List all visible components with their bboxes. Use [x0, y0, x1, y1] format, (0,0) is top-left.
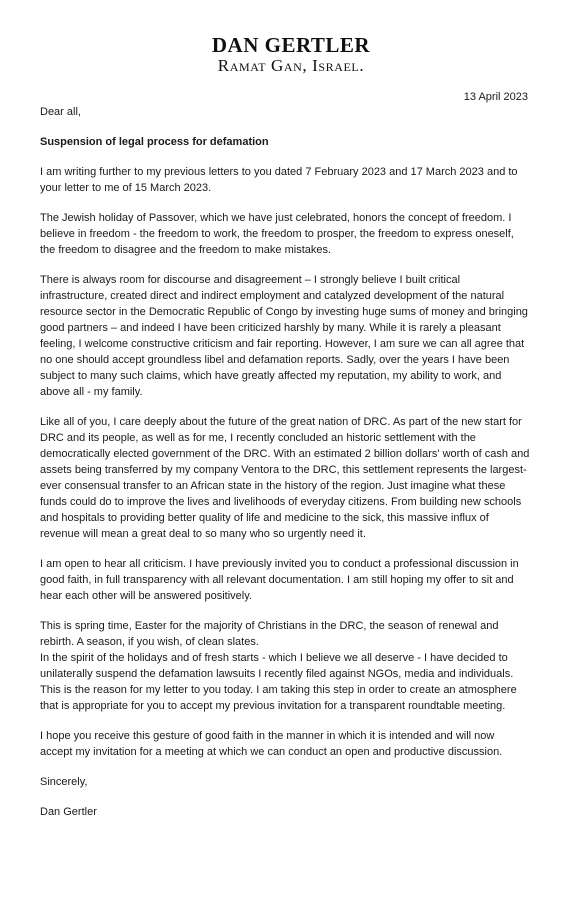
- letter-date: 13 April 2023: [463, 91, 528, 103]
- text-line: and hospitals to providing better quality of life and medicine to the sick, this massive influx of: [40, 512, 489, 524]
- text-line: accept my invitation for a meeting at which we can conduct an open and productive discussion.: [40, 746, 503, 758]
- text-line: believe in freedom - the freedom to work, the freedom to prosper, the freedom to express oneself,: [40, 228, 514, 240]
- text-line: There is always room for discourse and disagreement – I strongly believe I built critical: [40, 274, 461, 286]
- text-line: feeling, I welcome constructive criticism and fair reporting. However, I am sure we can all agree that: [40, 338, 525, 350]
- text-line: I hope you receive this gesture of good faith in the manner in which it is intended and will now: [40, 730, 495, 742]
- text-line: no one should accept groundless libel and defamation reports. Sadly, over the years I have been: [40, 354, 510, 366]
- text-line: resource sector in the Democratic Republic of Congo by investing huge sums of money and bringing: [40, 306, 528, 318]
- text-line: DRC and its people, as well as for me, I recently concluded an historic settlement with the: [40, 432, 476, 444]
- text-line: the freedom to disagree and the freedom to make mistakes.: [40, 244, 332, 256]
- paragraph: [40, 272, 540, 400]
- closing: Sincerely,: [40, 776, 88, 788]
- paragraph: [40, 164, 540, 196]
- text-line: ever consensual transfer to an African state in the history of the region. Just imagine what these: [40, 480, 506, 492]
- paragraph: [40, 210, 540, 258]
- letter-body: [40, 104, 540, 820]
- text-line: I am writing further to my previous letters to you dated 7 February 2023 and 17 March 2023 and to: [40, 166, 518, 178]
- salutation: Dear all,: [40, 106, 81, 118]
- paragraph: [40, 618, 540, 650]
- text-line: your letter to me of 15 March 2023.: [40, 182, 212, 194]
- text-line: In the spirit of the holidays and of fresh starts - which I believe we all deserve - I have decided to: [40, 652, 508, 664]
- letterhead-place: Ramat Gan, Israel.: [217, 56, 365, 75]
- letterhead-name: DAN GERTLER: [211, 33, 371, 57]
- text-line: The Jewish holiday of Passover, which we have just celebrated, honors the concept of freedom. I: [40, 212, 512, 224]
- text-line: Like all of you, I care deeply about the future of the great nation of DRC. As part of the new start for: [40, 416, 522, 428]
- paragraph: [40, 728, 540, 760]
- text-line: good faith, in full transparency with all relevant documentation. I am still hoping my offer to sit and: [40, 574, 514, 586]
- paragraph: [40, 650, 540, 714]
- text-line: above all - my family.: [40, 386, 143, 398]
- text-line: subject to many such claims, which have greatly affected my reputation, my ability to work, and: [40, 370, 502, 382]
- text-line: assets being transferred by my company Ventora to the DRC, this settlement represents the largest-: [40, 464, 527, 476]
- text-line: revenue will mean a great deal to so many who so urgently need it.: [40, 528, 366, 540]
- paragraph: [40, 556, 540, 604]
- text-line: This is the reason for my letter to you today. I am taking this step in order to create an atmosphere: [40, 684, 517, 696]
- text-line: hear each other will be answered positively.: [40, 590, 252, 602]
- text-line: rebirth. A season, if you wish, of clean slates.: [40, 636, 259, 648]
- text-line: infrastructure, created direct and indirect employment and catalyzed development of the natural: [40, 290, 505, 302]
- text-line: democratically elected government of the DRC. With an estimated 2 billion dollars' worth of cash and: [40, 448, 530, 460]
- text-line: This is spring time, Easter for the majority of Christians in the DRC, the season of renewal and: [40, 620, 499, 632]
- text-line: funds could do to improve the lives and livelihoods of everyday citizens. From building new schools: [40, 496, 522, 508]
- subject-line: Suspension of legal process for defamation: [40, 136, 269, 148]
- text-line: good partners – and indeed I have been criticized harshly by many. While it is rarely a pleasant: [40, 322, 501, 334]
- text-line: that is appropriate for you to accept my previous invitation for a transparent roundtable meeting.: [40, 700, 506, 712]
- signature-name: Dan Gertler: [40, 806, 97, 818]
- text-line: unilaterally suspend the defamation lawsuits I recently filed against NGOs, media and individuals.: [40, 668, 514, 680]
- text-line: I am open to hear all criticism. I have previously invited you to conduct a professional discussion in: [40, 558, 519, 570]
- letterhead: [0, 34, 582, 76]
- paragraph: [40, 414, 540, 542]
